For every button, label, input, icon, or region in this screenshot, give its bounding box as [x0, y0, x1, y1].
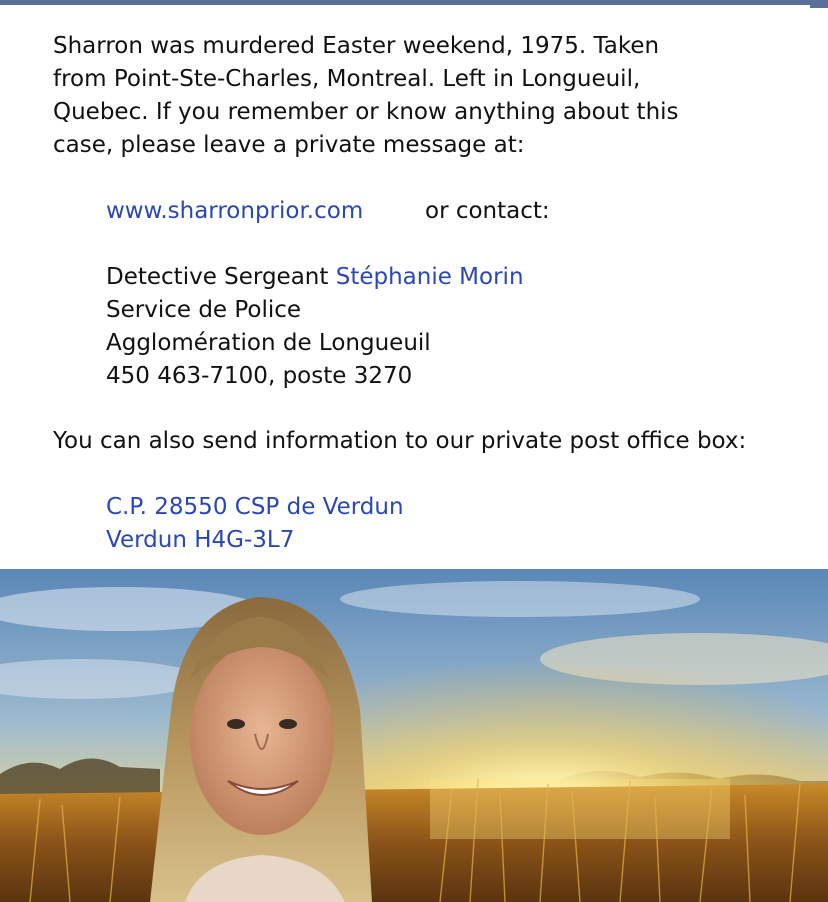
or-contact-text: or contact:: [425, 198, 550, 224]
detective-title: Detective Sergeant: [106, 264, 336, 290]
intro-paragraph: [53, 30, 679, 162]
intro-line-2: from Point-Ste-Charles, Montreal. Left in Longueuil,: [53, 66, 641, 92]
memorial-photo: [0, 569, 828, 902]
intro-line-1: Sharron was murdered Easter weekend, 1975. Taken: [53, 33, 660, 59]
top-border-corner: [810, 0, 828, 8]
top-border: [0, 0, 828, 5]
detective-line: [106, 261, 524, 294]
post-office-box: C.P. 28550 CSP de Verdun: [106, 494, 404, 520]
post-office-city: Verdun H4G-3L7: [106, 527, 295, 553]
intro-line-4: case, please leave a private message at:: [53, 132, 525, 158]
agglomeration: Agglomération de Longueuil: [106, 330, 431, 356]
police-service: Service de Police: [106, 297, 302, 323]
phone-number: 450 463-7100, poste 3270: [106, 363, 413, 389]
detective-name: Stéphanie Morin: [335, 264, 524, 290]
post-office-intro: You can also send information to our private post office box:: [53, 428, 747, 454]
memorial-photo-art: [0, 569, 828, 902]
intro-line-3: Quebec. If you remember or know anything about this: [53, 99, 679, 125]
website-link[interactable]: www.sharronprior.com: [106, 198, 364, 224]
